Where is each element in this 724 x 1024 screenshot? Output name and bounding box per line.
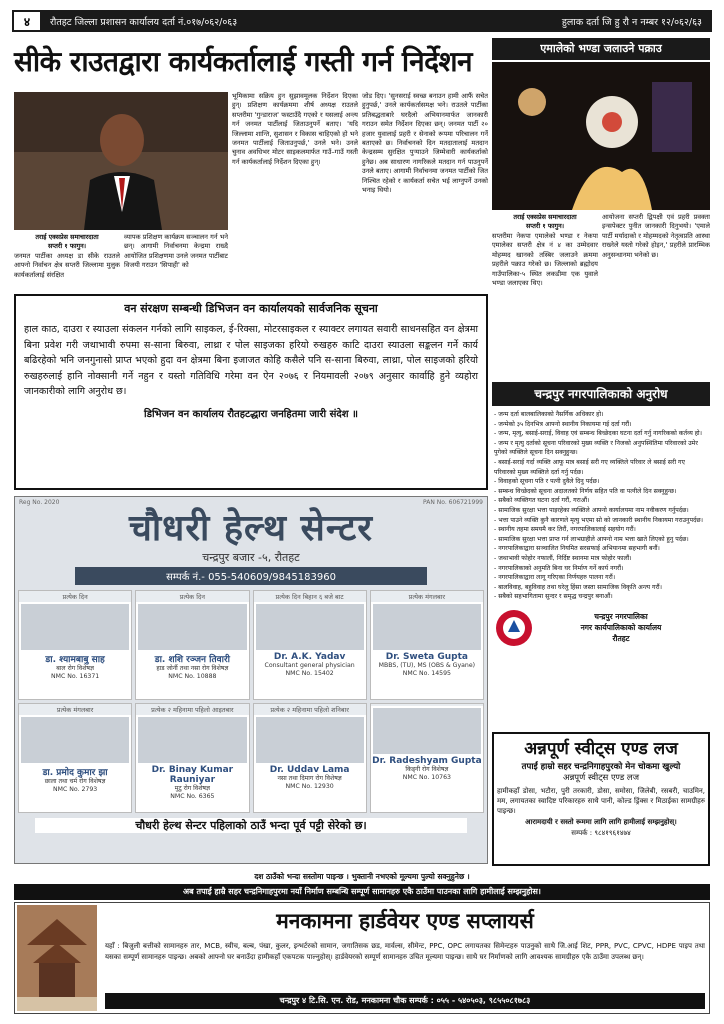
lead-column-1: जनमत पार्टीका अध्यक्ष डा सीके राउतले आफ्नो निर्वाचन क्षेत्र सप्तरी जिल्लामा मुलुक कार्यकर्तालाई संरक्षित [14,252,120,279]
doctor-grid [15,587,487,816]
list-item: - नगरपालिकाद्वारा लागू गरिएका निर्णयहरु पालना गरौं। [494,574,616,582]
notice-body: हाल काठ, दाउरा र स्याउला संकलन गर्नको लागि साइकल, ई-रिक्सा, मोटरसाइकल र स्याक्टर लगायत सवारी साधनसहित वन क्षेत्रमा बिना प्रवेश गरी जथाभावी रुपमा स-साना बिरुवा, लाथ्रा र पोल साइजका हरियो रुखहरु काटि दाउरा स्याउला सङ्कलन गर्ने कार्य बढिरहेको भनि जनगुनासो प्राप्त भएको हुदा वन क्षेत्रमा बिना इजाजत कोहि कसैले पनि स-साना बिरुवा, लाथ्रा, पोल साइजको हरियो रुखहरुलाई हानि नोक्सानी गर्ने नहुन र यस्तो गतिविधि गरेमा वन ऐन २०७६ र नियमावली २०७९ अनुसार कार्वाहि हुने व्यहोरा जानकारीको लागि अनुरोध छ। [24,324,478,398]
nepal-emblem-icon [494,608,534,648]
municipality-title: चन्द्रपुर नगरपालिकाको अनुरोध [492,382,710,406]
doctor-card: प्रत्येक २ महिनामा पहिलो शनिबार Dr. Uddav Lama नसा तथा दिमाग रोग विशेषज्ञ NMC No. 12930 [253,703,367,813]
doctor-photo-icon [373,708,481,754]
sweets-tag: तपाईं हाम्रो सहर चन्द्रनिगाहपुरको मेन चोकमा खुल्यो [521,762,681,772]
notice-title: वन संरक्षण सम्बन्धी डिभिजन वन कार्यालयको सार्वजनिक सूचना [124,302,378,315]
hardware-footer: चन्द्रपुर ४ टि.सि. एन. रोड, मनकामना चौक सम्पर्क : ०५५ - ५४०५०३, ९८५५०८१७८३ [105,993,705,1009]
sweets-tagline: आरामदायी र सस्तो रूममा लागि लागि हामीलाई सम्झनुहोस्। [525,818,677,826]
list-item: - बालविवाह, बहुविवाह तथा घरेलु हिंसा जस्ता सामाजिक विकृति अन्त्य गरौं। [494,583,662,591]
doctor-photo-icon [138,604,246,650]
list-item: - सबैको सहभागितामा सुन्दर र समृद्ध चन्द्रपुर बनाऔं। [494,593,613,601]
lead-column-1b: व्यापक प्रशिक्षण कार्यक्रम सञ्चालन गर्न भने छन्। आगामी निर्वाचनमा केन्द्रमा राख्दै आयोजित प्रशिक्षणमा उनले जनमत पार्टीबाट विजयी गराउन 'सिपाही' को [124,233,228,270]
list-item: - सबैको व्यक्तिगत घटना दर्ता गरौं, गराऔं। [494,497,590,505]
list-item: - जन्म, मृत्यु, बसाई-सराई, विवाह एवं सम्बन्ध बिच्छेदका घटना दर्ता गर्नु नागरिकको कर्तव्य हो। [494,430,702,438]
temple-icon [17,905,97,1011]
page-number: ४ [14,12,40,30]
municipality-list [494,410,708,730]
municipality-signature: चन्द्रपुर नगरपालिका नगर कार्यपालिकाको कार्यालय रौतहट [494,608,708,648]
doctor-photo-icon [21,717,129,763]
right-caption: तराई एक्सप्रेस समाचारदाता सप्तरी १ फागुन। [513,213,577,231]
page-header [12,10,712,32]
health-brand: चौधरी हेल्थ सेन्टर [128,508,374,549]
pan-number: PAN No. 606721999 [423,499,483,506]
health-footer: चौधरी हेल्थ सेन्टर पहिलाको ठाउँ भन्दा पूर्व पट्टी सेरेको छ। [35,818,467,833]
promo-strip-dark: अब तपाईं हाम्रै सहर चन्द्रनिगाहपुरमा नयाँ निर्माण सम्बन्धि सम्पूर्ण सामानहरु एकै ठाउँमा पाउनका लागि हामीलाई सम्झनुहोस। [14,884,710,900]
doctor-card: प्रत्येक मंगलबार Dr. Sweta Gupta MBBS, (TU), MS (OBS & Gyane) NMC No. 14595 [370,590,484,700]
doctor-photo-icon [138,717,246,763]
list-item: - जन्म र मृत्यु दर्ताको सूचना परिवारको मुख्य व्यक्ति र निजको अनुपस्थितिमा परिवारको उमेर पुगेको व्यक्तिले सूचना दिन सक्नुहुन्छ। [494,439,698,457]
right-column-2: आयोजना सप्तरी द्विपक्षी एवं प्रहरी प्रवक्ता इन्सपेक्टर पुनीत जानकारी दिनुभयो। 'एमाले पार्टी मर्यादाको र मोहम्मदको नेतृत्वप्रति आस्था राख्नेले यस्तो गरेको होइन,' प्रहरीले प्रारम्भिक अनुसन्धानमा भनेको छ। [602,213,710,259]
list-item: - जथाभावी फोहोर नफालौं, निर्दिष्ट स्थानमा मात्र फोहोर फालौं। [494,554,632,562]
postal-registration: हुलाक दर्ता जि हु रौ न नम्बर १२/०६२/६३ [561,16,702,28]
main-headline: सीके राउतद्वारा कार्यकर्तालाई गस्ती गर्न निर्देशन [14,45,473,78]
lead-photo [14,92,228,230]
health-phone: सम्पर्क नं.- 055-540609/9845183960 [75,567,427,585]
notice-footer: डिभिजन वन कार्यालय रौतहटद्धारा जनहितमा जारी संदेश ॥ [144,408,358,420]
doctor-photo-icon [21,604,129,650]
list-item: - स्थानीय तहमा समयमै कर तिरौं, नगरपालिकालाई सहयोग गरौं। [494,526,636,534]
list-item: - नगरपालिकाको अनुमति बिना घर निर्माण गर्ने कार्य नगरौं। [494,564,624,572]
list-item: - भत्ता पाउने व्यक्ति कुनै कारणले मृत्यु भएमा सो को जानकारी स्थानीय निकायमा गराउनुपर्दछ। [494,516,703,524]
health-location: चन्द्रपुर बजार -५, रौतहट [202,551,300,564]
sweets-contact: सम्पर्क : ९८४१९६१४७४ [571,829,631,837]
sweets-name: अन्नपूर्ण स्वीट्स एण्ड लज [562,773,640,783]
doctor-photo-icon [256,717,364,763]
hardware-body: यहाँ : बिजुली बत्तीको सामानहरु तार, MCB, स्वीच, बल्ब, पंखा, कुलर, इन्भर्टरको सामान, जगातिसक छड, मार्वल्स, सीमेन्ट, PPC, OPC लगायतका सिमेन्टहरु पाउनुको साथै जि.आई शिट, PPR, PVC, CPVC, HDPE पाइप तथा यसका सम्पूर्ण सामानहरु पाइन्छ। अबको आफ्नो घर बनाउँदा हामीकहाँ एकपटक पाल्नुहोस्। हार्डवेयरको सम्पूर्ण सामानहरु उचित मूल्यमा पाइन्छ। साथै घर निर्माणको लागि आवश्यक सामग्रीहरु एकै ठाउँमा उपलब्ध छन्। [105,942,705,961]
list-item: - जन्म दर्ता बालबालिकाको नैसर्गिक अधिकार हो। [494,411,604,418]
registration-text: रौतहट जिल्ला प्रशासन कार्यालय दर्ता नं.०१७/०६२/०६३ [50,16,238,28]
list-item: - सम्बन्ध विच्छेदको सूचना अदालतको निर्णय सहित पति वा पत्नीले दिन सक्नुहुन्छ। [494,487,677,495]
forest-notice [14,294,488,490]
hardware-ad [14,902,710,1014]
right-column-1: सप्तरीमा नेकपा एमालेको भण्डा र नेकपा एमालेका सप्तरी क्षेत्र नं ४ का उम्मेदवार मोहम्मद खानको तस्बिर जलाउने क्रममा प्रहरीले पक्राउ गरेको छ। जिल्लाको ब्रह्मोदय गाउँपालिका-५ स्थित लकडीमा एक युवाले भण्डा जलाएका थिए। [492,232,598,288]
list-item: - नगरपालिकाद्वारा सञ्चालित नियमित सरसफाई अभियानमा सहभागी बनौं। [494,545,660,553]
sweets-ad [492,732,710,866]
list-item: - सामाजिक सुरक्षा भत्ता प्राप्त गर्न लाभग्राहीले आफ्नो नाम भत्ता खाते लिएको हुनु पर्दछ। [494,535,689,543]
doctor-card: प्रत्येक दिन बिहान ६ बजे बाट Dr. A.K. Yadav Consultant general physician NMC No. 15402 [253,590,367,700]
list-item: - बसाई-सराई गर्दा व्यक्ति आफू मात्र बसाई सरी गए व्यक्तिले परिवार ले बसाई सरी गए परिवारको मुख्य व्यक्तिले दर्ता गर्नु पर्दछ। [494,458,685,476]
reg-number: Reg No. 2020 [19,499,60,506]
person-photo-icon [14,92,228,230]
doctor-card: Dr. Radeshyam Gupta किड्नी रोग विशेषज्ञ NMC No. 10763 [370,703,484,813]
doctor-card: प्रत्येक मंगलबार डा. प्रमोद कुमार झा छाला तथा चर्म रोग विशेषज्ञ NMC No. 2793 [18,703,132,813]
lead-column-2: भूमिकामा सक्रिय हुन सुझावमूलक निर्देशन दिएका हुन्। प्रशिक्षण कार्यक्रममा शीर्ष अध्यक्ष राउतले सप्तरीमा 'गुन्डाराज' फस्टाउँदै गएको र यसलाई अन्त्य गर्न जनमत पार्टीलाई जिताउनुपर्ने बताए। 'यदि जिल्लामा शान्ति, सुशासन र विकास चाहिएको हो भने जनमत पार्टीलाई जिताउनुपर्छ,' उनले भने। उनले चुनाव अवधिभर मोटर साइकलमार्फत गाउँ–गाउँ गस्ती गर्न कार्यकर्तालाई निर्देशन दिएका हुन्। [232,92,358,166]
hardware-title: मनकामना हार्डवेयर एण्ड सप्लायर्स [276,909,534,933]
lead-column-3: जोड दिए। 'सुनसराई स्वच्छ बनाउन हामी आफैं सचेत हुनुपर्छ,' उनले कार्यकर्तासमक्ष भने। राउतले पार्टीका प्रतिबद्धताबारे घरदैलो अभियानमार्फत जानकारी गराउन समेत निर्देशन दिएका छन्। जनमत पार्टी २० हजार युवालाई प्रहरी र सेनाको रूपमा परिचालन गर्ने बताएको छ। निर्वाचनको दिन मतदातालाई मतदान केन्द्रसम्म सुरक्षित पुर्‍याउने जिम्मेवारी कार्यकर्ताको हुनेछ। अब साधारण नागरिकले मतदान गर्न पाउनुपर्ने उनले बताए। आगामी निर्वाचनमा जनमत पार्टीको जित निश्चित रहेको र कार्यकर्ता सचेत भई लाग्नुपर्ने उनको भनाइ थियो। [362,92,488,195]
list-item: - जन्मेको ३५ दिनभित्र आफ्नो स्थानीय निकायमा गई दर्ता गरौं। [494,420,632,428]
sweets-title: अन्नपूर्ण स्वीट्स एण्ड लज [524,739,678,759]
doctor-photo-icon [373,604,481,650]
doctor-card: प्रत्येक दिन डा. शशि रञ्जन तिवारी हाड जोर्नी तथा नसा रोग विशेषज्ञ NMC No. 10888 [135,590,249,700]
fire-photo-icon [492,62,710,210]
doctor-photo-icon [256,604,364,650]
list-item: - सामाजिक सुरक्षा भत्ता पाइरहेका व्यक्तिले आफ्नो कार्यालयमा नाम नवीकरण गर्नुपर्दछ। [494,506,689,514]
doctor-card: प्रत्येक दिन डा. श्यामबाबु साह बाल रोग विशेषज्ञ NMC No. 16371 [18,590,132,700]
flag-burning-photo [492,62,710,210]
promo-strip: दश ठाउँको भन्दा सस्तोमा पाइन्छ । भुक्तानी नभएको मूल्यमा पुल्यो सक्नुहुनेछ । [254,872,470,881]
temple-photo [17,905,97,1011]
lead-caption: तराई एक्सप्रेस समाचारदाता सप्तरी १ फागुन। [35,233,99,251]
doctor-card: प्रत्येक २ महिनामा पहिलो आइतबार Dr. Binay Kumar Rauniyar मुटु रोग विशेषज्ञ NMC No. 6365 [135,703,249,813]
list-item: - विवाहको सूचना पति र पत्नी दुवैले दिनु पर्दछ। [494,478,600,486]
health-center-ad [14,496,488,864]
sweets-body: हामीकहाँ डोसा, भटौरा, पुरी तरकारी, डोसा, समोसा, जिलेबी, रसबरी, चाउमिन, मम, लगायतका स्वादिष्ट परिकारहरु साथै पानी, कोल्ड ड्रिंक्स र मिठाईका सामग्रीहरु पाइन्छ। [497,787,705,815]
right-headline: एमालेको भण्डा जलाउने पक्राउ [492,38,710,60]
